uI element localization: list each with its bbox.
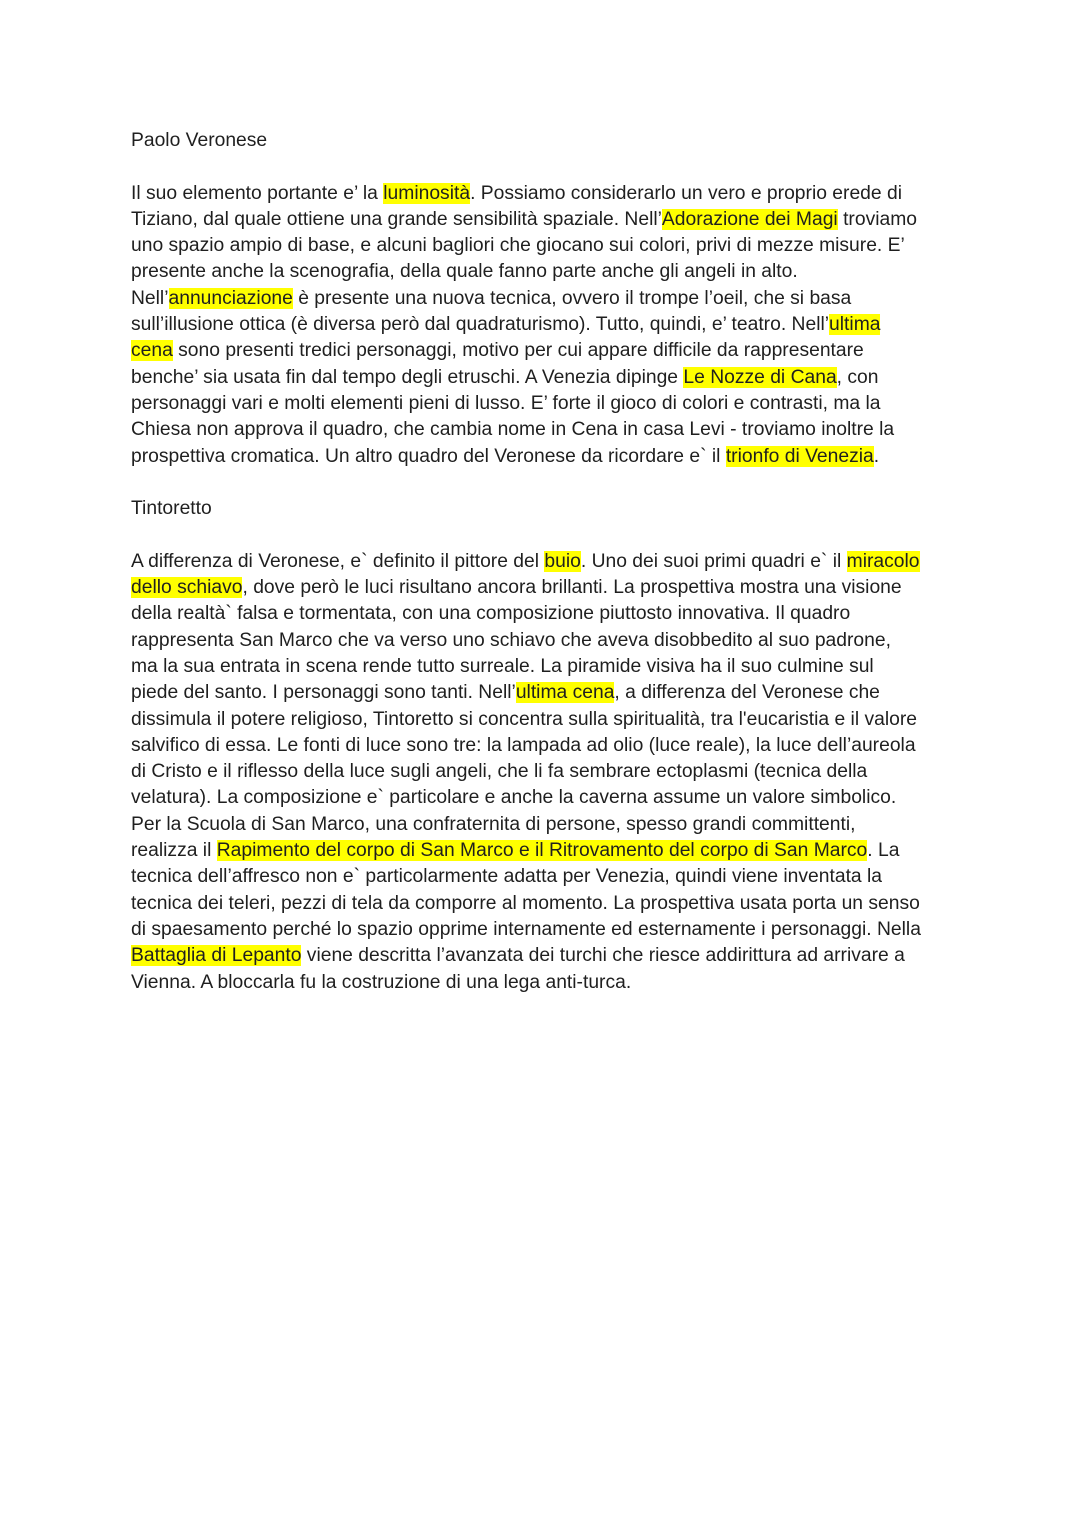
text-line (131, 680, 961, 706)
text-run: Per la Scuola di San Marco, una confraternita di persone, spesso grandi committenti, (131, 813, 856, 835)
text-run: Chiesa non approva il quadro, che cambia nome in Cena in casa Levi - troviamo inoltre la (131, 419, 895, 441)
text-line (131, 181, 961, 207)
text-line (131, 207, 961, 233)
highlighted-term: ultima (829, 314, 881, 336)
document-page (131, 128, 961, 996)
text-line (131, 812, 961, 838)
highlighted-term: Adorazione dei Magi (661, 208, 838, 230)
text-line (131, 233, 961, 259)
section-body (131, 181, 961, 470)
highlighted-term: annunciazione (168, 287, 293, 309)
text-run: . (873, 445, 880, 467)
text-run: A differenza di Veronese, e` definito il pittore del (131, 550, 545, 572)
text-line (131, 785, 961, 811)
text-run: Tiziano, dal quale ottiene una grande sensibilità spaziale. Nell’ (131, 208, 662, 230)
text-line (131, 601, 961, 627)
text-run: realizza il (131, 840, 217, 862)
text-line (131, 312, 961, 338)
text-line (131, 286, 961, 312)
text-line (131, 759, 961, 785)
section-tintoretto (131, 496, 961, 996)
text-run: prospettiva cromatica. Un altro quadro del Veronese da ricordare e` il (131, 445, 726, 467)
text-run: della realtà` falsa e tormentata, con una composizione piuttosto innovativa. Il quadro (131, 603, 851, 625)
text-line (131, 654, 961, 680)
section-heading: Paolo Veronese (131, 130, 268, 151)
highlighted-term: miracolo (846, 550, 920, 572)
text-run: ma la sua entrata in scena rende tutto surreale. La piramide visiva ha il suo culmine sul (131, 655, 874, 677)
text-line (131, 338, 961, 364)
text-run: velatura). La composizione e` particolare e anche la caverna assume un valore simbolico. (131, 787, 897, 809)
text-run: tecnica dei teleri, pezzi di tela da comporre al momento. La prospettiva usata porta un senso (131, 892, 920, 914)
text-run: salvifico di essa. Le fonti di luce sono tre: la lampada ad olio (luce reale), la luce dell’aureola (131, 734, 916, 756)
text-run: , a differenza del Veronese che (614, 682, 880, 704)
section-heading: Tintoretto (131, 498, 212, 520)
text-run: . Uno dei suoi primi quadri e` il (580, 550, 847, 572)
highlighted-term: Le Nozze di Cana (683, 366, 837, 388)
text-run: Il suo elemento portante e’ la (131, 182, 384, 204)
highlighted-term: ultima cena (515, 682, 615, 704)
text-run: tecnica dell’affresco non e` particolarmente adatta per Venezia, quindi viene inventata la (131, 866, 883, 888)
text-run: di Cristo e il riflesso della luce sugli angeli, che li fa sembrare ectoplasmi (tecnica della (131, 761, 868, 783)
spacer (131, 154, 961, 180)
section-body (131, 549, 961, 996)
text-line (131, 943, 961, 969)
text-run: . La (867, 840, 900, 862)
text-run: , con (836, 366, 879, 388)
text-run: dissimula il potere religioso, Tintoretto si concentra sulla spiritualità, tra l'eucaristia e il valore (131, 708, 917, 730)
text-run: , dove però le luci risultano ancora brillanti. La prospettiva mostra una visione (242, 577, 902, 599)
text-run: personaggi vari e molti elementi pieni di lusso. E’ forte il gioco di colori e contrasti, ma la (131, 392, 881, 414)
text-line (131, 628, 961, 654)
highlighted-term: buio (544, 550, 581, 572)
text-run: Vienna. A bloccarla fu la costruzione di una lega anti-turca. (131, 971, 632, 993)
text-line (131, 864, 961, 890)
text-run: sono presenti tredici personaggi, motivo per cui appare difficile da rappresentare (172, 340, 864, 362)
text-line (131, 891, 961, 917)
highlighted-term: dello schiavo (131, 577, 243, 599)
text-line (131, 417, 961, 443)
text-run: . Possiamo considerarlo un vero e proprio erede di (470, 182, 902, 204)
text-line (131, 549, 961, 575)
text-run: troviamo (837, 208, 918, 230)
text-line (131, 733, 961, 759)
text-line (131, 575, 961, 601)
text-run: viene descritta l’avanzata dei turchi che riesce addirittura ad arrivare a (301, 945, 905, 967)
text-run: piede del santo. I personaggi sono tanti. Nell’ (131, 682, 516, 704)
text-run: rappresenta San Marco che va verso uno schiavo che aveva disobbedito al suo padrone, (131, 629, 891, 651)
highlighted-term: Battaglia di Lepanto (131, 945, 302, 967)
text-line (131, 917, 961, 943)
text-run: sull’illusione ottica (è diversa però dal quadraturismo). Tutto, quindi, e’ teatro. Nell’ (131, 314, 830, 336)
highlighted-term: cena (131, 340, 173, 362)
text-line (131, 970, 961, 996)
highlighted-term: trionfo di Venezia (725, 445, 874, 467)
text-run: presente anche la scenografia, della quale fanno parte anche gli angeli in alto. (131, 261, 798, 283)
text-line (131, 444, 961, 470)
highlighted-term: Rapimento del corpo di San Marco e il Ritrovamento del corpo di San Marco (216, 840, 868, 862)
spacer (131, 522, 961, 548)
text-line (131, 365, 961, 391)
text-run: Nell’ (131, 287, 169, 309)
text-line (131, 391, 961, 417)
section-paolo-veronese (131, 128, 961, 470)
text-line (131, 259, 961, 285)
text-line (131, 838, 961, 864)
text-run: benche’ sia usata fin dal tempo degli etruschi. A Venezia dipinge (131, 366, 684, 388)
text-run: di spaesamento perché lo spazio opprime internamente ed esternamente i personaggi. Nella (131, 918, 921, 940)
text-line (131, 707, 961, 733)
highlighted-term: luminosità (383, 182, 471, 204)
spacer (131, 470, 961, 496)
text-run: uno spazio ampio di base, e alcuni bagliori che giocano sui colori, privi di mezze misure. E’ (131, 235, 905, 257)
text-run: è presente una nuova tecnica, ovvero il trompe l’oeil, che si basa (292, 287, 852, 309)
